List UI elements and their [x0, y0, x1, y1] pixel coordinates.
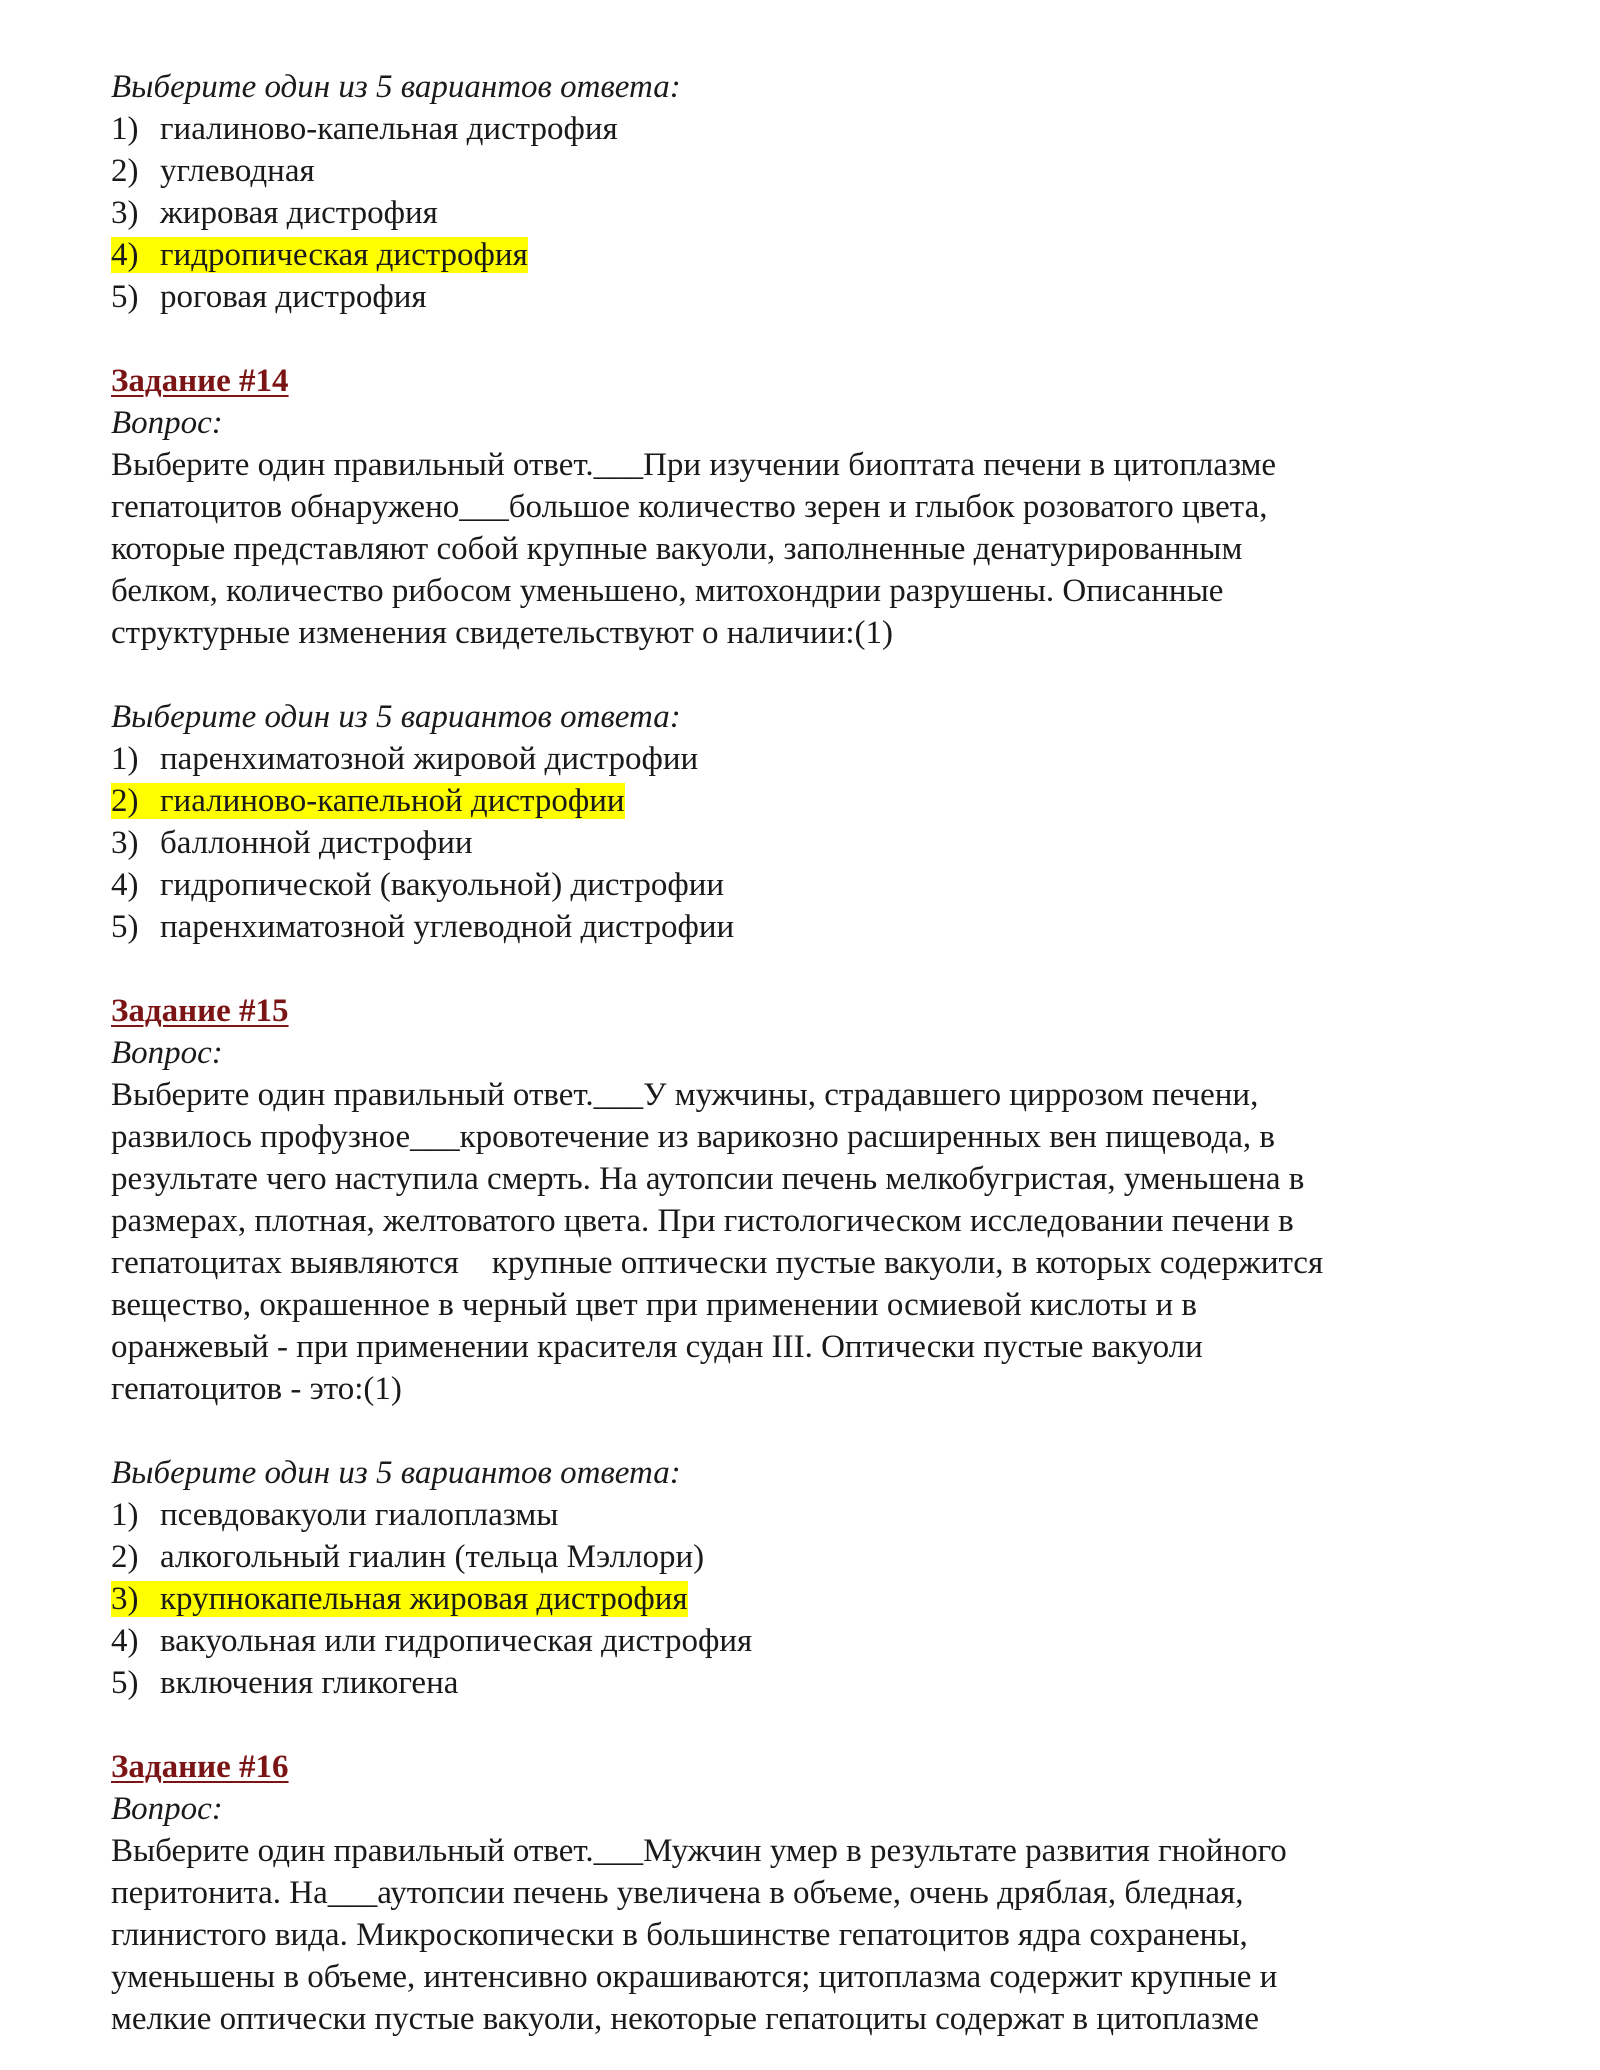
task15	[111, 990, 1491, 1704]
question-text: Выберите один правильный ответ.___При изучении биоптата печени в цитоплазме гепатоцитов обнаружено___большое количество зерен и глыбок розоватого цвета, которые представляют собой крупные вакуоли, заполненные денатурированным белком, количество рибосом уменьшено, митохондрии разрушены. Описанные структурные изменения свидетельствуют о наличии:(1)	[111, 447, 1277, 651]
question-text: Выберите один правильный ответ.___У мужчины, страдавшего циррозом печени, развилось профузное___кровотечение из варикозно расширенных вен пищевода, в результате чего наступила смерть. На аутопсии печень мелкобугристая, уменьшена в размерах, плотная, желтоватого цвета. При гистологическом исследовании печени в гепатоцитах выявляются крупные оптически пустые вакуоли, в которых содержится вещество, окрашенное в черный цвет при применении осмиевой кислоты и в оранжевый - при применении красителя судан III. Оптически пустые вакуоли гепатоцитов - это:(1)	[111, 1077, 1324, 1407]
options-intro: Выберите один из 5 вариантов ответа:	[111, 69, 681, 105]
option-3: 3) жировая дистрофия	[111, 195, 438, 231]
option-2: 2) алкогольный гиалин (тельца Мэллори)	[111, 1539, 705, 1575]
option-5: 5) роговая дистрофия	[111, 279, 427, 315]
task16	[111, 1746, 1491, 2040]
option-1: 1) паренхиматозной жировой дистрофии	[111, 741, 699, 777]
task-title: Задание #14	[111, 363, 289, 399]
option-content: 1) гиалиново-капельная дистрофия	[111, 111, 618, 147]
options-intro: Выберите один из 5 вариантов ответа:	[111, 699, 681, 735]
option-5: 5) паренхиматозной углеводной дистрофии	[111, 909, 735, 945]
task-title: Задание #16	[111, 1749, 289, 1785]
option-4: 4) вакуольная или гидропическая дистрофия	[111, 1623, 753, 1659]
option-3-correct	[111, 1578, 1491, 1620]
task-title: Задание #15	[111, 993, 289, 1029]
option-3: 3) баллонной дистрофии	[111, 825, 473, 861]
option-4: 4) гидропической (вакуольной) дистрофии	[111, 867, 725, 903]
answer-highlight: 3) крупнокапельная жировая дистрофия	[111, 1581, 688, 1617]
document-page	[111, 66, 1491, 2040]
answer-highlight: 2) гиалиново-капельной дистрофии	[111, 783, 625, 819]
question-text: Выберите один правильный ответ.___Мужчин умер в результате развития гнойного перитонита. На___аутопсии печень увеличена в объеме, очень дряблая, бледная, глинистого вида. Микроскопически в большинстве гепатоцитов ядра сохранены, уменьшены в объеме, интенсивно окрашиваются; цитоплазма содержит крупные и мелкие оптически пустые вакуоли, некоторые гепатоциты содержат в цитоплазме	[111, 1833, 1287, 2037]
answer-highlight: 4) гидропическая дистрофия	[111, 237, 528, 273]
option-4-correct	[111, 234, 1491, 276]
task13-options	[111, 66, 1491, 318]
question-label: Вопрос:	[111, 1035, 223, 1071]
question-label: Вопрос:	[111, 405, 223, 441]
options-intro: Выберите один из 5 вариантов ответа:	[111, 1455, 681, 1491]
option-2-correct	[111, 780, 1491, 822]
option-2: 2) углеводная	[111, 153, 315, 189]
option-1	[111, 108, 1491, 150]
option-5: 5) включения гликогена	[111, 1665, 459, 1701]
task14	[111, 360, 1491, 948]
question-label: Вопрос:	[111, 1791, 223, 1827]
option-1: 1) псевдовакуоли гиалоплазмы	[111, 1497, 559, 1533]
